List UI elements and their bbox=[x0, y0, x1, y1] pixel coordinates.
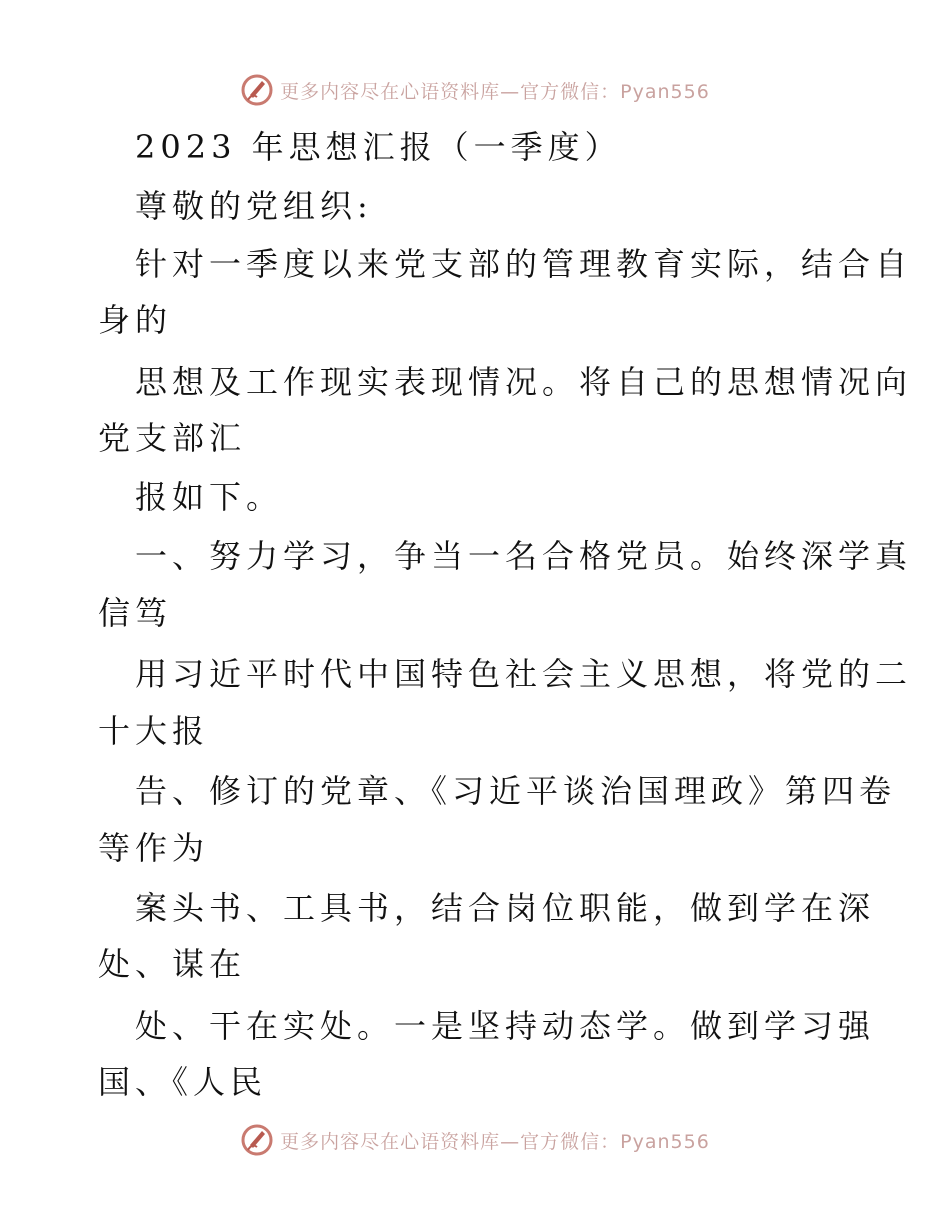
footer-watermark bbox=[0, 1120, 950, 1160]
text-line: 信笃 bbox=[98, 594, 173, 632]
doc-title: 2023 年思想汇报（一季度） bbox=[135, 128, 622, 166]
text-line: 报如下。 bbox=[135, 478, 284, 516]
text-line: 等作为 bbox=[98, 829, 210, 867]
salutation: 尊敬的党组织: bbox=[135, 187, 373, 225]
header-watermark bbox=[0, 70, 950, 110]
text-line: 用习近平时代中国特色社会主义思想，将党的二 bbox=[135, 655, 913, 693]
text-line: 十大报 bbox=[98, 712, 210, 750]
watermark-text: 更多内容尽在心语资料库—官方微信：Pyan556 bbox=[280, 1130, 710, 1153]
text-line: 案头书、工具书，结合岗位职能，做到学在深 bbox=[135, 889, 876, 927]
seal-logo-icon bbox=[240, 1123, 274, 1157]
text-line: 告、修订的党章、《习近平谈治国理政》第四卷 bbox=[135, 772, 897, 810]
text-line: 一、努力学习，争当一名合格党员。始终深学真 bbox=[135, 537, 913, 575]
watermark-text: 更多内容尽在心语资料库—官方微信：Pyan556 bbox=[280, 80, 710, 103]
text-line: 处、干在实处。一是坚持动态学。做到学习强 bbox=[135, 1007, 876, 1045]
text-line: 处、谋在 bbox=[98, 945, 247, 983]
text-line: 针对一季度以来党支部的管理教育实际，结合自 bbox=[135, 245, 913, 283]
seal-logo-icon bbox=[240, 73, 274, 107]
text-line: 思想及工作现实表现情况。将自己的思想情况向 bbox=[135, 363, 913, 401]
text-line: 国、《人民 bbox=[98, 1063, 268, 1101]
text-line: 身的 bbox=[98, 301, 173, 339]
text-line: 党支部汇 bbox=[98, 419, 247, 457]
